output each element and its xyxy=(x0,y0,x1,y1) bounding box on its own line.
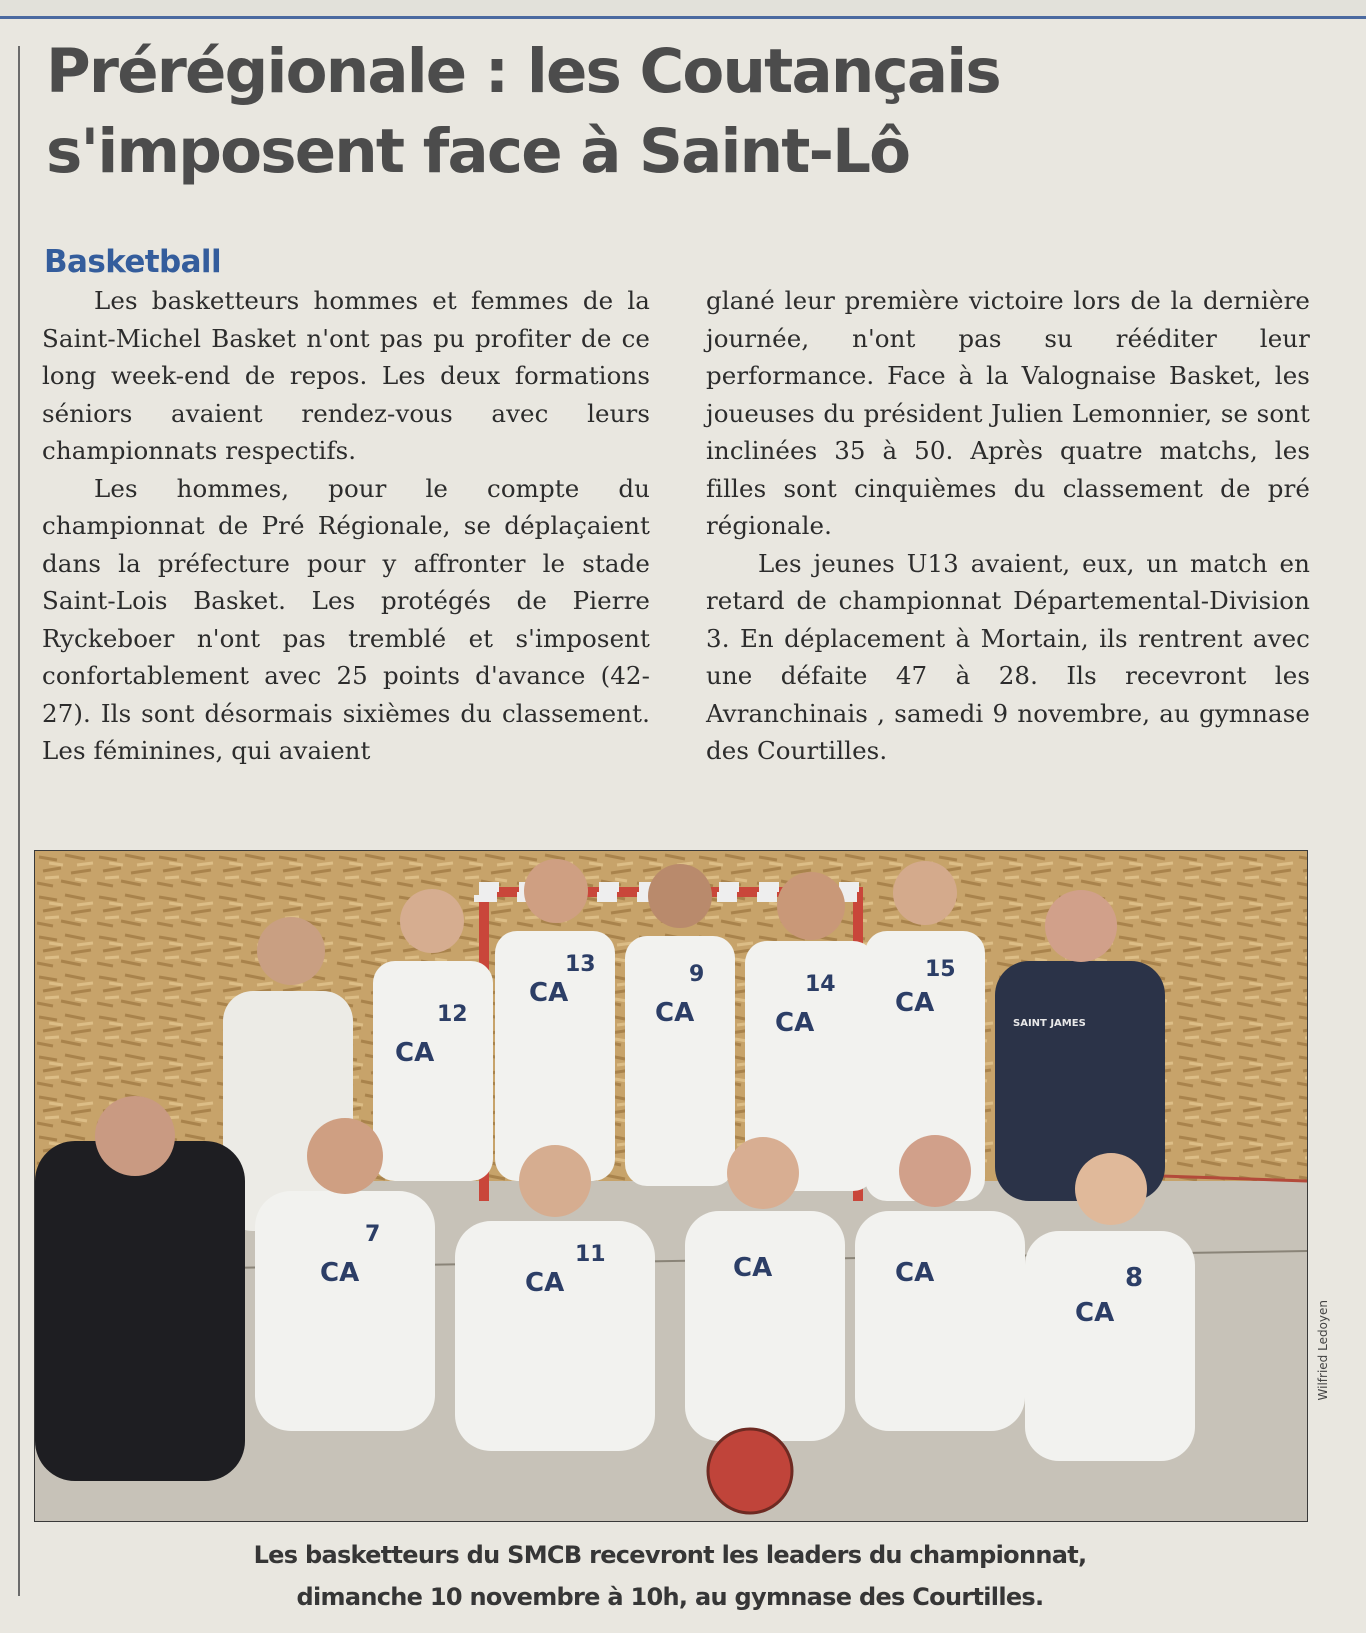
article-column-left xyxy=(42,282,650,770)
sponsor-logo: CA xyxy=(775,1008,815,1038)
caption-line-1: Les basketteurs du SMCB recevront les leaders du championnat, xyxy=(253,1541,1087,1569)
team-photo xyxy=(34,850,1308,1522)
article-column-right xyxy=(706,282,1310,770)
section-kicker: Basketball xyxy=(44,244,221,280)
jersey-number: 15 xyxy=(925,957,956,982)
top-rule xyxy=(0,0,1366,19)
sponsor-logo: CA xyxy=(525,1268,565,1298)
jersey-number: 12 xyxy=(437,1002,468,1027)
photo-caption xyxy=(34,1534,1306,1618)
sponsor-logo: CA xyxy=(529,978,569,1008)
sponsor-logo: CA xyxy=(895,988,935,1018)
sponsor-logo: CA xyxy=(895,1258,935,1288)
jersey-number: 13 xyxy=(565,952,596,977)
jersey-number: 9 xyxy=(689,962,705,987)
paragraph-3: Les jeunes U13 avaient, eux, un match en retard de championnat Départemental-Division 3. En déplacement à Mortain, ils rentrent avec une défaite 47 à 28. Ils recevront les Avranchinais , samedi 9 novembre, au gymnase des Courtilles. xyxy=(706,548,1310,765)
sweater-text: SAINT JAMES xyxy=(1013,1018,1086,1029)
headline-line-2: s'imposent face à Saint-Lô xyxy=(46,116,910,187)
jersey-number: 7 xyxy=(365,1222,381,1247)
sponsor-logo: CA xyxy=(733,1253,773,1283)
column-rule xyxy=(18,46,20,1596)
sponsor-logo: CA xyxy=(1075,1298,1115,1328)
basketball xyxy=(708,1429,792,1513)
paragraph-2-continued: glané leur première victoire lors de la dernière journée, n'ont pas su rééditer leur performance. Face à la Valognaise Basket, les joueuses du président Julien Lemonnier, se sont inclinées 35 à 50. Après quatre matchs, les filles sont cinquièmes du classement de pré régionale. xyxy=(706,286,1310,540)
paragraph-1: Les basketteurs hommes et femmes de la Saint-Michel Basket n'ont pas pu profiter de ce long week-end de repos. Les deux formations séniors avaient rendez-vous avec leurs championnats respectifs. xyxy=(42,286,650,465)
headline xyxy=(46,32,1046,192)
jersey-number: 11 xyxy=(575,1242,606,1267)
photo-credit: Wilfried Ledoyen xyxy=(1316,1300,1330,1401)
caption-line-2: dimanche 10 novembre à 10h, au gymnase des Courtilles. xyxy=(296,1583,1044,1611)
paragraph-2: Les hommes, pour le compte du championnat de Pré Régionale, se déplaçaient dans la préfecture pour y affronter le stade Saint-Lois Basket. Les protégés de Pierre Ryckeboer n'ont pas tremblé et s'imposent confortablement avec 25 points d'avance (42-27). Ils sont désormais sixièmes du classement. Les féminines, qui avaient xyxy=(42,473,650,765)
jersey-number: 14 xyxy=(805,972,836,997)
sponsor-logo: CA xyxy=(655,998,695,1028)
sponsor-logo: CA xyxy=(395,1038,435,1068)
sponsor-logo: CA xyxy=(320,1258,360,1288)
jersey-number: 8 xyxy=(1125,1263,1144,1293)
headline-line-1: Prérégionale : les Coutançais xyxy=(46,36,1000,107)
